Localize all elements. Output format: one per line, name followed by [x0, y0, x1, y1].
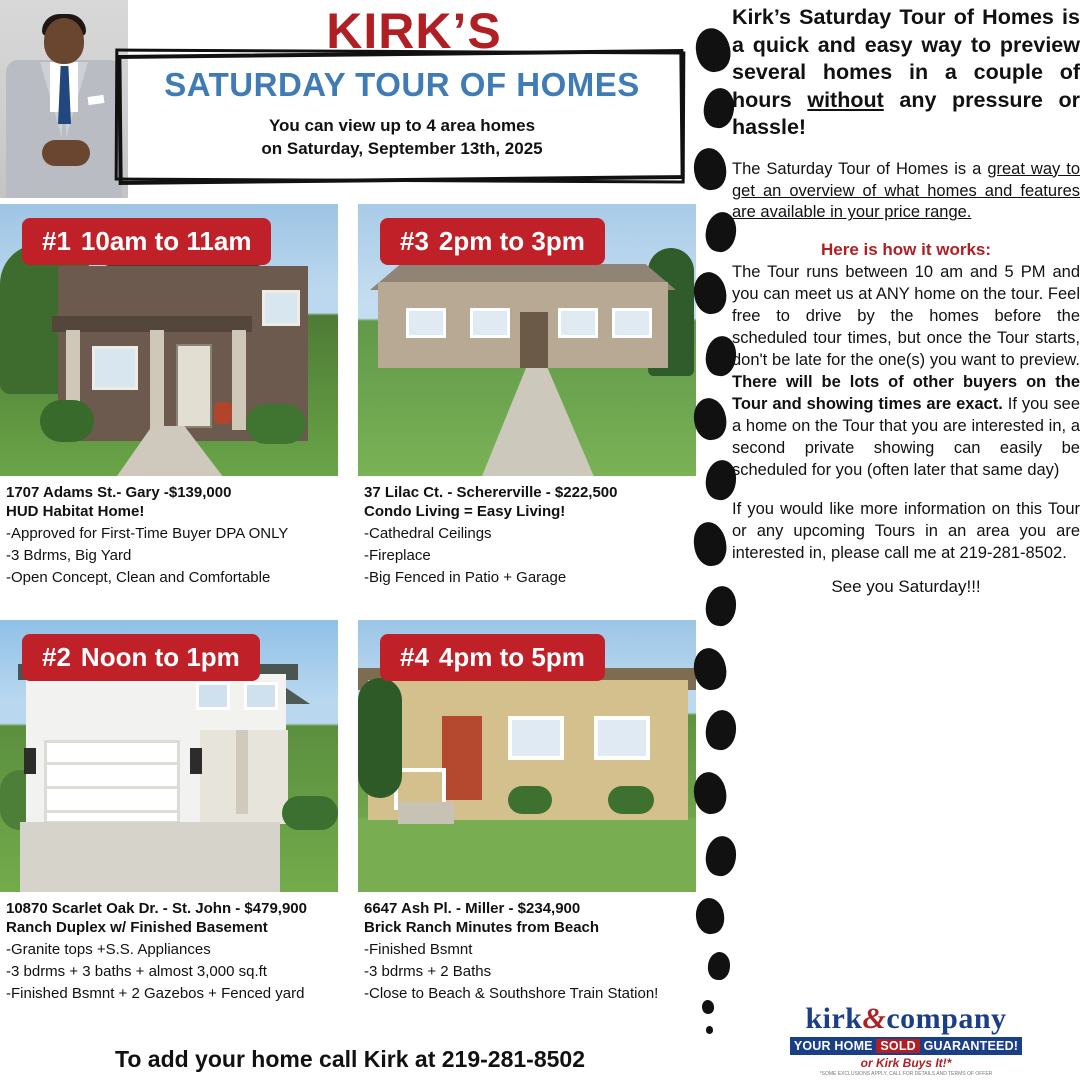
sidebar-paragraph-2	[732, 159, 1080, 225]
property-time-2: Noon to 1pm	[80, 642, 240, 672]
agent-portrait	[0, 0, 128, 198]
sidebar-body-b: If you see a home on the Tour that you are interested in, a second private showing can easily be scheduled for you (often later that same day)	[732, 395, 1080, 479]
property-number-2: #2	[42, 642, 71, 672]
logo-tagline: or Kirk Buys It!*	[860, 1056, 952, 1070]
logo-name-right: company	[886, 1002, 1007, 1035]
subtitle-line-1: You can view up to 4 area homes	[268, 116, 536, 135]
property-photo-4	[358, 620, 696, 892]
right-column	[732, 0, 1080, 1080]
property-number-3: #3	[400, 226, 429, 256]
property-bullet-2-1: -Granite tops +S.S. Appliances	[6, 941, 211, 958]
property-address-4: 6647 Ash Pl. - Miller - $234,900	[364, 900, 581, 917]
property-bullet-3-3: -Big Fenced in Patio + Garage	[364, 569, 567, 586]
property-address-1: 1707 Adams St.- Gary -$139,000	[6, 484, 232, 501]
sidebar-headline-b: any pressure or hassle!	[732, 87, 1080, 140]
page-title-main: SATURDAY TOUR OF HOMES	[164, 66, 640, 103]
sidebar-see-you: See you Saturday!!!	[831, 576, 981, 596]
page-title-kirks: KIRK’S	[326, 3, 502, 59]
property-card-1[interactable]	[0, 204, 338, 586]
logo-name-left: kirk	[805, 1002, 863, 1035]
property-bullet-3-2: -Fireplace	[364, 547, 431, 564]
sidebar-body	[732, 262, 1080, 481]
property-tagline-3: Condo Living = Easy Living!	[364, 503, 566, 520]
property-bullet-4-1: -Finished Bsmnt	[364, 941, 473, 958]
logo-fine-print: *SOME EXCLUSIONS APPLY, CALL FOR DETAILS AND TERMS OF OFFER	[819, 1071, 993, 1077]
sidebar-para2-a: The Saturday Tour of Homes is a	[732, 159, 988, 178]
sidebar-headline-a: Kirk’s Saturday Tour of Homes is a quick and easy way to preview several homes in a couple of hours	[732, 5, 1080, 112]
sidebar-body-a: The Tour runs between 10 am and 5 PM and you can meet us at ANY home on the tour. Feel free to drive by the homes before the scheduled tour times, but once the Tour starts, don't be late for the one(s) you want to preview.	[732, 263, 1080, 370]
company-logo[interactable]	[790, 1002, 1022, 1077]
logo-ampersand: &	[862, 1002, 887, 1035]
property-address-3: 37 Lilac Ct. - Schererville - $222,500	[364, 484, 618, 501]
property-info-1	[0, 476, 338, 586]
property-address-2: 10870 Scarlet Oak Dr. - St. John - $479,900	[6, 900, 307, 917]
property-card-3[interactable]	[358, 204, 696, 586]
sidebar-paragraph-4: If you would like more information on this Tour or any upcoming Tours in an area you are interested in, please call me at 219-281-8502.	[732, 499, 1080, 562]
property-photo-2	[0, 620, 338, 892]
logo-guarantee-bar	[790, 1037, 1022, 1055]
property-badge-2	[22, 634, 260, 681]
agent-hands	[42, 140, 90, 166]
property-number-4: #4	[400, 642, 429, 672]
property-bullet-4-2: -3 bdrms + 2 Baths	[364, 963, 492, 980]
property-card-2[interactable]	[0, 620, 338, 1002]
property-bullet-1-3: -Open Concept, Clean and Comfortable	[6, 569, 271, 586]
property-photo-1	[0, 204, 338, 476]
agent-head	[44, 18, 84, 64]
logo-wordmark	[790, 1002, 1022, 1036]
property-tagline-1: HUD Habitat Home!	[6, 503, 145, 520]
property-tagline-4: Brick Ranch Minutes from Beach	[364, 919, 600, 936]
property-number-1: #1	[42, 226, 71, 256]
sidebar-para2-underline: great way to get an overview of what homes and features are available in your price range.	[732, 159, 1080, 222]
sidebar-headline	[732, 4, 1080, 142]
property-badge-3	[380, 218, 605, 265]
property-tagline-2: Ranch Duplex w/ Finished Basement	[6, 919, 268, 936]
logo-bar-pre: YOUR HOME	[793, 1039, 877, 1053]
sidebar-headline-underline: without	[807, 87, 884, 112]
logo-bar-sold: SOLD	[876, 1039, 920, 1053]
property-info-2	[0, 892, 338, 1002]
property-bullet-4-3: -Close to Beach & Southshore Train Station!	[364, 985, 659, 1002]
property-bullet-1-1: -Approved for First-Time Buyer DPA ONLY	[6, 525, 289, 542]
footer-call-to-action: To add your home call Kirk at 219-281-8502	[115, 1046, 585, 1072]
property-bullet-2-3: -Finished Bsmnt + 2 Gazebos + Fenced yard	[6, 985, 305, 1002]
property-time-4: 4pm to 5pm	[438, 642, 585, 672]
property-bullet-3-1: -Cathedral Ceilings	[364, 525, 492, 542]
title-block	[124, 58, 680, 180]
property-photo-3	[358, 204, 696, 476]
sidebar-how-heading: Here is how it works:	[820, 240, 992, 260]
property-badge-4	[380, 634, 605, 681]
property-badge-1	[22, 218, 271, 265]
property-info-3	[358, 476, 696, 586]
property-bullet-1-2: -3 Bdrms, Big Yard	[6, 547, 132, 564]
logo-bar-post: GUARANTEED!	[919, 1039, 1019, 1053]
subtitle-line-2: on Saturday, September 13th, 2025	[261, 139, 543, 158]
property-info-4	[358, 892, 696, 1002]
property-card-4[interactable]	[358, 620, 696, 1002]
property-time-1: 10am to 11am	[80, 226, 252, 256]
property-time-3: 2pm to 3pm	[438, 226, 585, 256]
sidebar-body-bold: There will be lots of other buyers on the Tour and showing times are exact.	[732, 373, 1080, 414]
property-bullet-2-2: -3 bdrms + 3 baths + almost 3,000 sq.ft	[6, 963, 267, 980]
